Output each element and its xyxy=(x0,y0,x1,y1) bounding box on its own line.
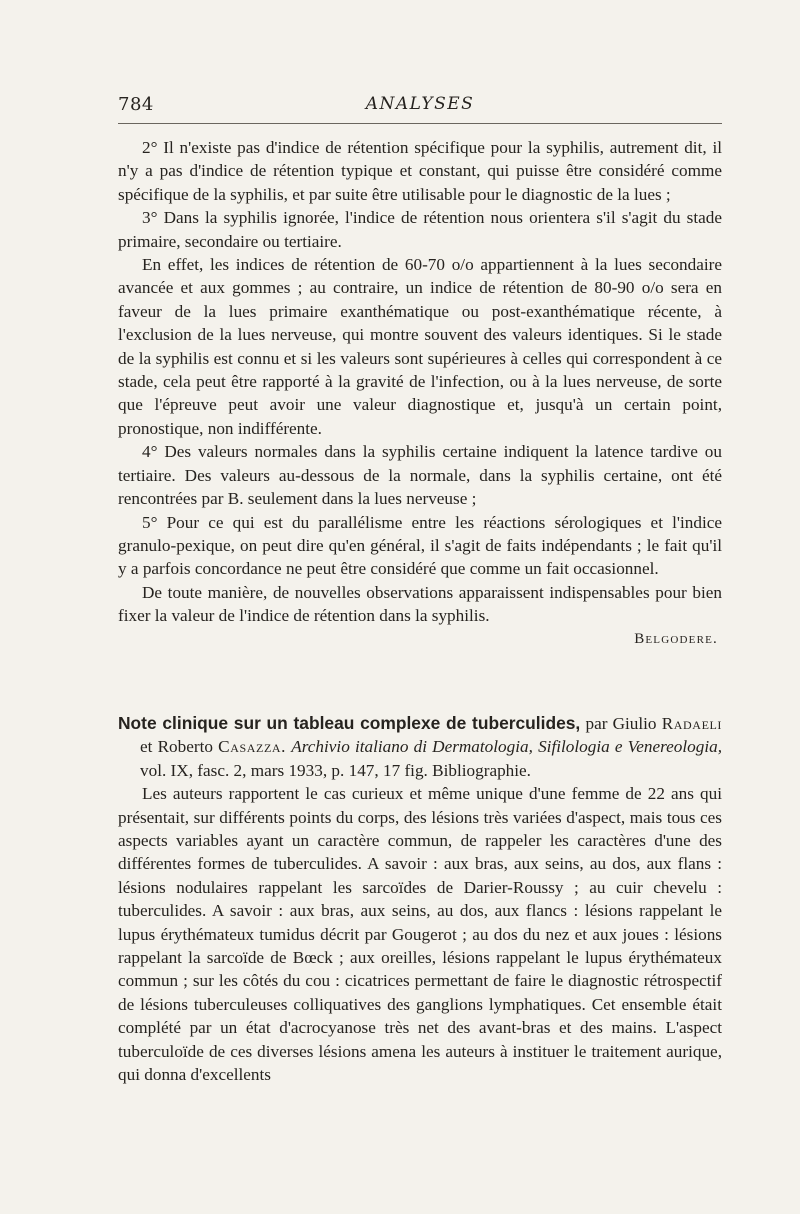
article-title: Note clinique sur un tableau complexe de tuberculides, xyxy=(118,713,581,733)
paragraph: De toute manière, de nouvelles observations apparaissent indispensables pour bien fixer la valeur de l'indice de rétention dans la syphilis. xyxy=(118,582,722,626)
review-body: Les auteurs rapportent le cas curieux et même unique d'une femme de 22 ans qui présentait, sur différents points du corps, des lésions très variées d'aspect, mais tous ces aspects variables ayant un caractère commun, de rappeler les caractères d'une des différentes formes de tuberculides. A savoir : aux bras, aux seins, au dos, aux flans : lésions nodulaires rappelant les sarcoïdes de Darier-Roussy ; au cuir chevelu : tuberculides. A savoir : aux bras, aux seins, au dos, aux flancs : lésions rappelant le lupus érythémateux tumidus décrit par Gougerot ; au dos du nez et aux joues : lésions rappelant la sarcoïde de Bœck ; aux oreilles, lésions rappelant le lupus érythémateux commun ; sur les côtés du cou : cicatrices permettant de faire le diagnostic rétrospectif de lésions tuberculeuses colliquatives des ganglions lymphatiques. Cet ensemble était complété par un état d'acrocyanose très net des avant-bras et des mains. L'aspect tuberculoïde de ces diverses lésions amena les auteurs à instituer le traitement aurique, qui donna d'excellents xyxy=(118,784,722,1085)
paragraph: 5° Pour ce qui est du parallélisme entre les réactions sérologiques et l'indice granulo-pexique, on peut dire qu'en général, il s'agit de faits indépendants ; le fait qu'il y a parfois concordance ne peut être considéré que comme un fait occasionnel. xyxy=(118,512,722,579)
author-name: Casazza. xyxy=(218,737,287,757)
journal-name: Archivio italiano di Dermatologia, Sifilologia e Venereologia, xyxy=(291,737,723,757)
page-number: 784 xyxy=(118,94,154,115)
running-title: ANALYSES xyxy=(365,94,475,114)
paragraph: En effet, les indices de rétention de 60-70 o/o appartiennent à la lues secondaire avancée et aux gommes ; au contraire, un indice de rétention de 80-90 o/o sera en faveur de la lues primaire exanthématique ou post-exanthématique récente, à l'exclusion de la lues nerveuse, qui montre souvent des valeurs identiques. Si le stade de la syphilis est connu et si les valeurs sont supérieures à celles qui correspondent à ce stade, cela peut être rapporté à la gravité de l'infection, ou à la lues nerveuse, de sorte que l'épreuve peut avoir une valeur diagnostique et, jusqu'à un certain point, pronostique, non indifférente. xyxy=(118,255,722,438)
header-rule xyxy=(118,123,722,124)
paragraph: 2° Il n'existe pas d'indice de rétention spécifique pour la syphilis, autrement dit, il n'y a pas d'indice de rétention typique et constant, qui puisse être considéré comme spécifique de la syphilis, et par suite être utilisable pour le diagnostic de la lues ; xyxy=(118,138,722,204)
author-name: Radaeli xyxy=(661,714,723,733)
citation: vol. IX, fasc. 2, mars 1933, p. 147, 17 fig. Bibliographie. xyxy=(140,760,531,780)
reviewer-signature: Belgodere. xyxy=(634,630,718,647)
review-heading xyxy=(118,712,722,782)
paragraph: 4° Des valeurs normales dans la syphilis certaine indiquent la latence tardive ou tertiaire. Des valeurs au-dessous de la normale, dans la syphilis certaine, ont été rencontrées par B. seulement dans la lues nerveuse ; xyxy=(118,442,722,509)
and-label: et Roberto xyxy=(140,737,213,757)
review-entry xyxy=(118,712,722,1087)
paragraph: 3° Dans la syphilis ignorée, l'indice de rétention nous orientera s'il s'agit du stade primaire, secondaire ou tertiaire. xyxy=(118,208,722,251)
review-continuation xyxy=(118,136,722,651)
by-label: par Giulio xyxy=(585,714,657,733)
page-header xyxy=(118,94,722,118)
